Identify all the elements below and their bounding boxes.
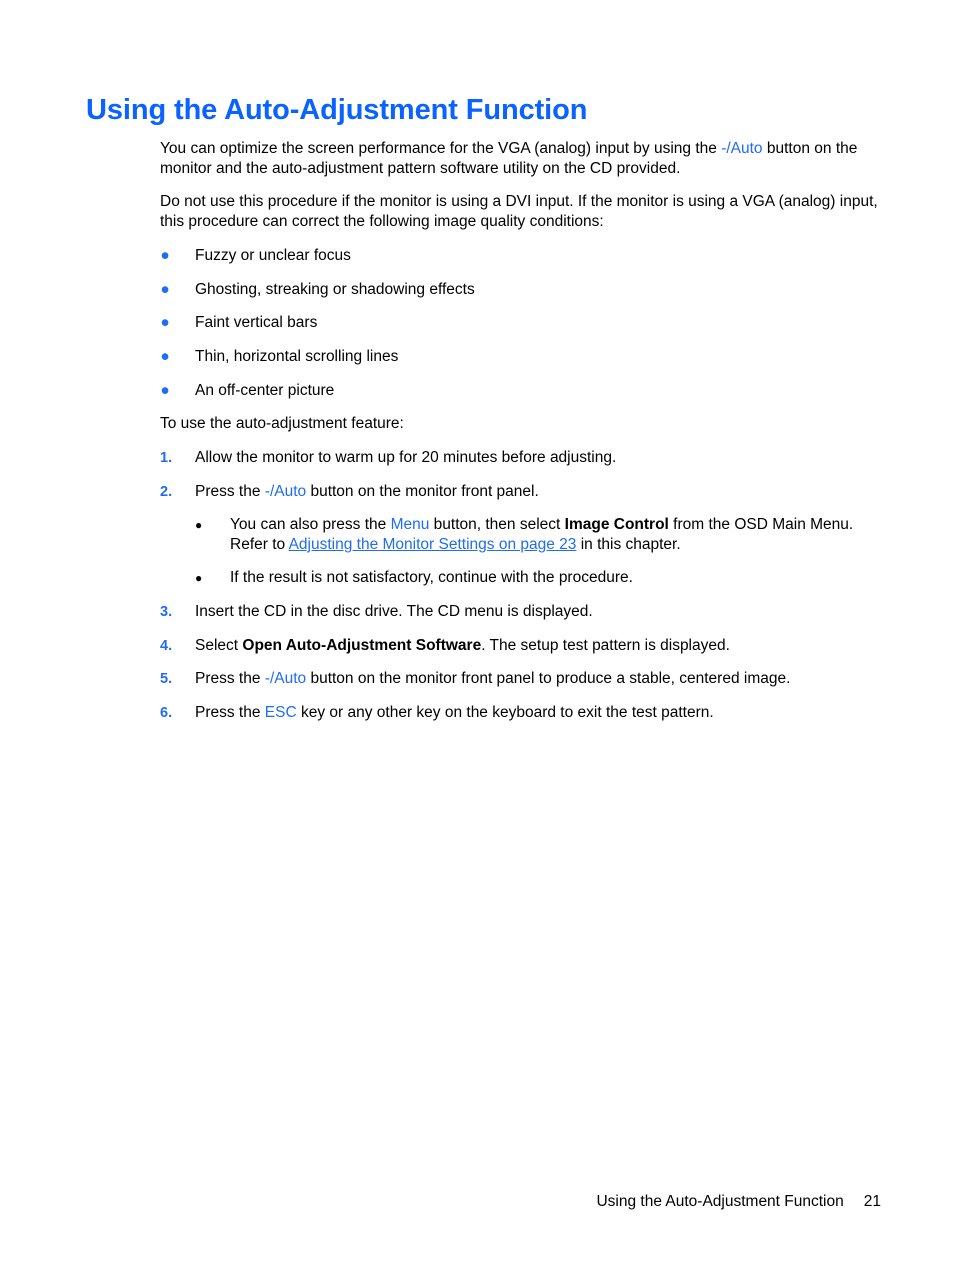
step-text <box>195 703 714 723</box>
bullet-icon: ● <box>160 382 170 399</box>
step-text <box>195 669 790 689</box>
auto-button-label: -/Auto <box>264 483 307 500</box>
step-text-a: Press the <box>195 704 265 721</box>
step-text <box>195 636 730 656</box>
step-text: Allow the monitor to warm up for 20 minutes before adjusting. <box>195 449 617 466</box>
auto-button-label: -/Auto <box>721 140 763 157</box>
condition-text: Thin, horizontal scrolling lines <box>195 348 399 365</box>
page-title: Using the Auto-Adjustment Function <box>86 94 588 126</box>
sub-text-b: button, then select <box>429 516 565 533</box>
step-text-a: Press the <box>195 670 265 687</box>
esc-key-label: ESC <box>264 704 297 721</box>
page-number: 21 <box>863 1193 881 1210</box>
bullet-icon: ● <box>195 571 203 585</box>
step-text-b: button on the monitor front panel. <box>306 483 539 500</box>
open-software-label: Open Auto-Adjustment Software <box>242 637 482 654</box>
step-number: 2. <box>160 484 173 500</box>
intro-paragraph-1 <box>160 139 886 179</box>
adjusting-settings-link[interactable]: Adjusting the Monitor Settings on page 23 <box>288 536 577 553</box>
auto-button-label: -/Auto <box>264 670 307 687</box>
step-number: 4. <box>160 638 173 654</box>
step-text <box>195 482 539 502</box>
step-text-b: button on the monitor front panel to produce a stable, centered image. <box>306 670 791 687</box>
step-number: 3. <box>160 604 173 620</box>
sub-item-text: If the result is not satisfactory, continue with the procedure. <box>230 569 633 586</box>
step-number: 5. <box>160 671 173 687</box>
bullet-icon: ● <box>160 247 170 264</box>
sub-text-d: in this chapter. <box>576 536 681 553</box>
intro-p1-text-a: You can optimize the screen performance for the VGA (analog) input by using the <box>160 140 722 157</box>
bullet-icon: ● <box>160 314 170 331</box>
step-number: 6. <box>160 705 173 721</box>
menu-button-label: Menu <box>390 516 430 533</box>
sub-item-text <box>230 515 890 555</box>
bullet-icon: ● <box>195 518 203 532</box>
intro-paragraph-2: Do not use this procedure if the monitor is using a DVI input. If the monitor is using a VGA (analog) input, this procedure can correct the following image quality conditions: <box>160 193 878 230</box>
step-text-a: Press the <box>195 483 265 500</box>
condition-text: Fuzzy or unclear focus <box>195 247 351 264</box>
step-text-a: Select <box>195 637 243 654</box>
footer-section-title: Using the Auto-Adjustment Function <box>596 1193 844 1210</box>
image-control-label: Image Control <box>564 516 669 533</box>
bullet-icon: ● <box>160 281 170 298</box>
step-text-b: key or any other key on the keyboard to exit the test pattern. <box>296 704 714 721</box>
sub-text-a: You can also press the <box>230 516 391 533</box>
step-number: 1. <box>160 450 173 466</box>
condition-text: Faint vertical bars <box>195 314 318 331</box>
steps-intro: To use the auto-adjustment feature: <box>160 415 404 432</box>
bullet-icon: ● <box>160 348 170 365</box>
step-text-b: . The setup test pattern is displayed. <box>481 637 730 654</box>
condition-text: Ghosting, streaking or shadowing effects <box>195 281 475 298</box>
intro-p1-text-b: button on the monitor and the auto-adjustment pattern software utility on the CD provided. <box>160 140 858 177</box>
condition-text: An off-center picture <box>195 382 335 399</box>
step-text: Insert the CD in the disc drive. The CD menu is displayed. <box>195 603 593 620</box>
page-footer <box>596 1192 881 1212</box>
sub-text-c: from the OSD Main Menu. Refer to <box>230 516 854 553</box>
